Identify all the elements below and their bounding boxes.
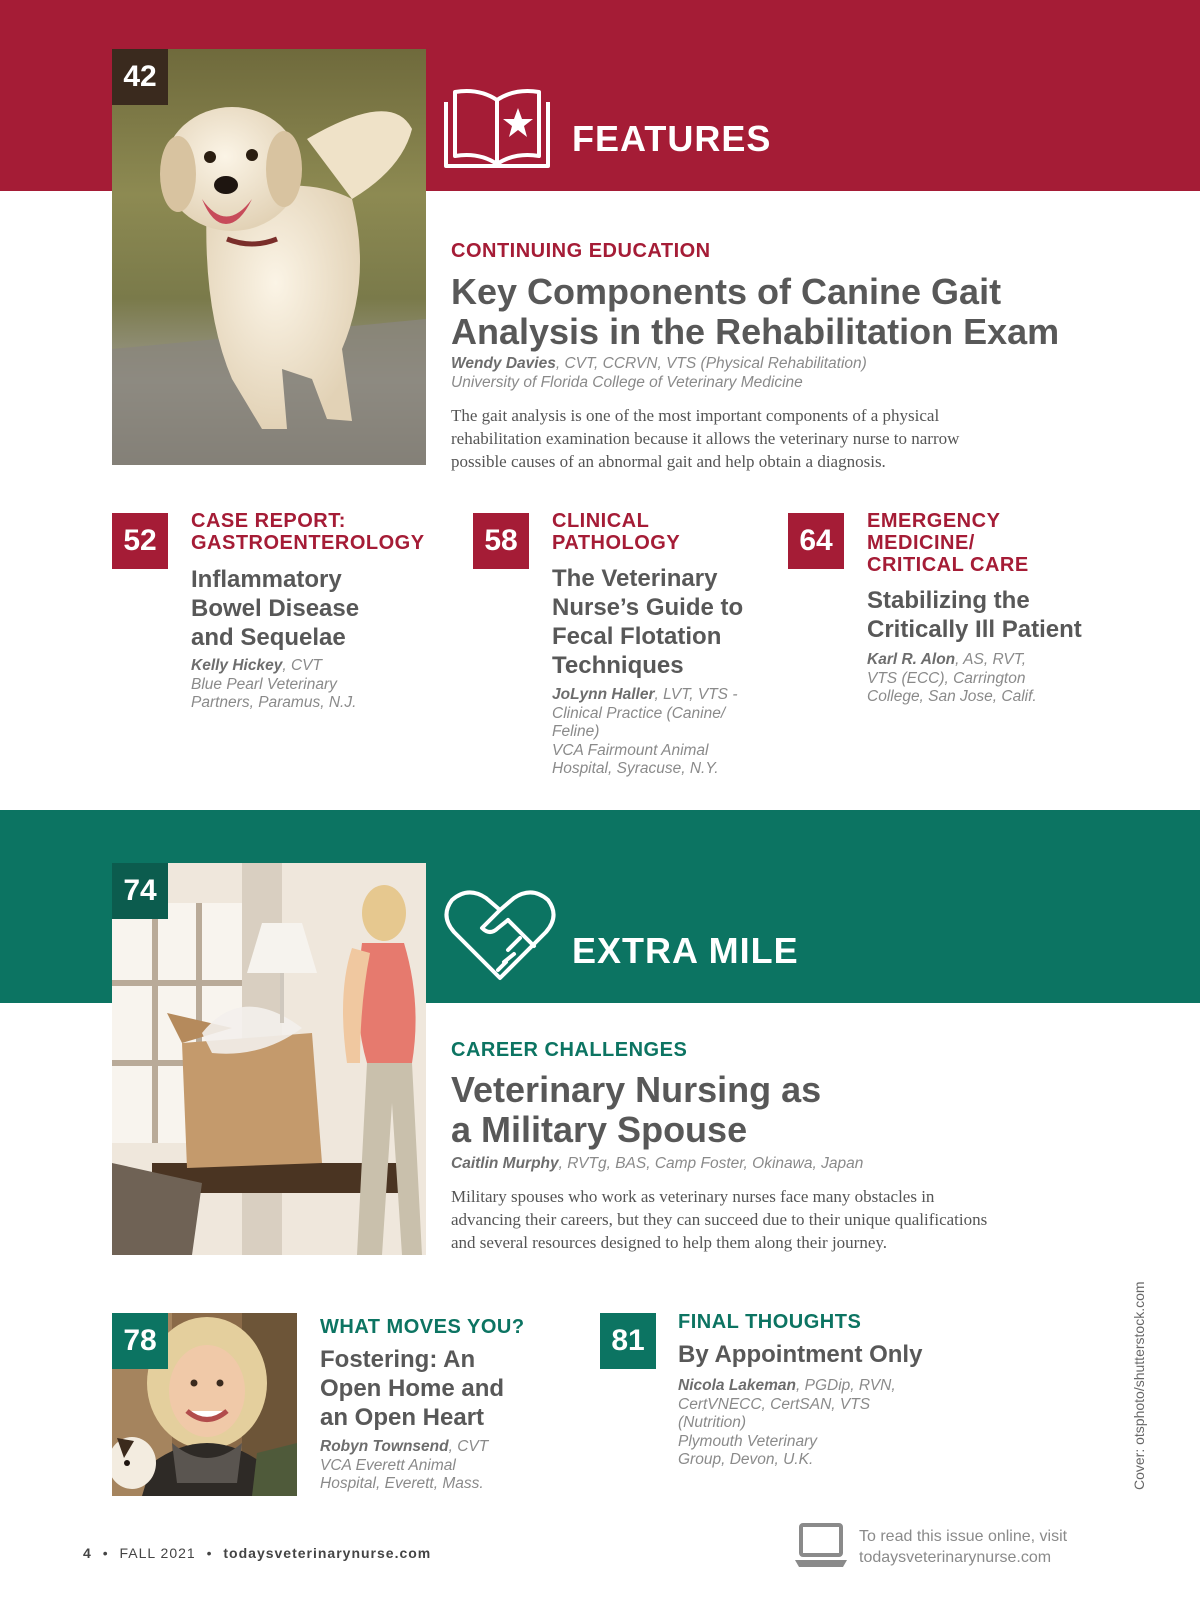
article-kicker: EMERGENCY MEDICINE/ CRITICAL CARE xyxy=(867,510,1029,576)
online-site-link[interactable]: todaysveterinarynurse.com xyxy=(859,1549,1052,1566)
laptop-icon xyxy=(793,1522,849,1570)
lead-byline xyxy=(451,355,1171,392)
section-title-extra-mile: EXTRA MILE xyxy=(572,930,799,971)
author-name: Karl R. Alon xyxy=(867,651,956,668)
author-name: Nicola Lakeman xyxy=(678,1377,797,1394)
page-number-badge[interactable]: 58 xyxy=(473,513,529,569)
article-kicker: FINAL THOUGHTS xyxy=(678,1311,862,1333)
open-book-star-icon xyxy=(443,84,551,169)
page-number-badge[interactable]: 74 xyxy=(112,863,168,919)
article-byline: Robyn Townsend, CVT VCA Everett Animal Hospital, Everett, Mass. xyxy=(320,1438,489,1492)
golden-retriever-walking-photo xyxy=(112,49,426,465)
page-number-badge[interactable]: 64 xyxy=(788,513,844,569)
article-headline[interactable]: The Veterinary Nurse’s Guide to Fecal Flotation Techniques xyxy=(552,565,744,679)
article-byline: JoLynn Haller, LVT, VTS - Clinical Practice (Canine/ Feline) VCA Fairmount Animal Hospital, Syracuse, N.Y. xyxy=(552,686,738,777)
article-kicker: WHAT MOVES YOU? xyxy=(320,1316,525,1338)
lead-byline: Caitlin Murphy, RVTg, BAS, Camp Foster, Okinawa, Japan xyxy=(451,1155,864,1172)
woman-unpacking-lamp-photo xyxy=(112,863,426,1255)
section-title-features: FEATURES xyxy=(572,118,772,159)
page-number-badge[interactable]: 52 xyxy=(112,513,168,569)
article-byline: Karl R. Alon, AS, RVT, VTS (ECC), Carrington College, San Jose, Calif. xyxy=(867,651,1037,705)
lead-headline[interactable] xyxy=(451,272,1171,352)
author-credentials: , CVT, CCRVN, VTS (Physical Rehabilitation) xyxy=(555,355,867,372)
footer-issue: FALL 2021 xyxy=(119,1545,196,1561)
lead-headline-line[interactable]: Key Components of Canine Gait xyxy=(451,271,1002,312)
page-number-badge[interactable]: 78 xyxy=(112,1313,168,1369)
lead-headline[interactable]: Veterinary Nursing as a Military Spouse xyxy=(451,1069,822,1150)
article-kicker: CASE REPORT: GASTROENTEROLOGY xyxy=(191,510,425,554)
lead-kicker: CAREER CHALLENGES xyxy=(451,1039,688,1061)
lead-description: The gait analysis is one of the most important components of a physical rehabilitation examination because it allows the veterinary nurse to narrow possible causes of an abnormal gait and help obtain a diagnosis. xyxy=(451,406,960,471)
cover-photo-credit: Cover: otsphoto/shutterstock.com xyxy=(1131,1281,1147,1490)
heart-handshake-icon xyxy=(442,888,558,984)
article-headline[interactable]: By Appointment Only xyxy=(678,1341,923,1368)
author-name: Kelly Hickey xyxy=(191,657,283,674)
author-name: Wendy Davies xyxy=(451,355,556,372)
article-byline: Kelly Hickey, CVT Blue Pearl Veterinary Partners, Paramus, N.J. xyxy=(191,657,357,711)
lead-headline-line[interactable]: Analysis in the Rehabilitation Exam xyxy=(451,311,1060,352)
footer-folio: 4 • FALL 2021 • todaysveterinarynurse.com xyxy=(83,1545,432,1561)
article-byline: Nicola Lakeman, PGDip, RVN, CertVNECC, CertSAN, VTS (Nutrition) Plymouth Veterinary Group, Devon, U.K. xyxy=(678,1377,896,1468)
article-kicker: CLINICAL PATHOLOGY xyxy=(552,510,681,554)
lead-kicker: CONTINUING EDUCATION xyxy=(451,240,711,262)
article-headline[interactable]: Stabilizing the Critically Ill Patient xyxy=(867,587,1082,643)
page-number-badge[interactable]: 81 xyxy=(600,1313,656,1369)
article-headline[interactable]: Inflammatory Bowel Disease and Sequelae xyxy=(191,566,360,651)
author-name: Robyn Townsend xyxy=(320,1438,449,1455)
author-affiliation: University of Florida College of Veterinary Medicine xyxy=(451,373,803,391)
online-reading-note: To read this issue online, visit todaysveterinarynurse.com xyxy=(859,1528,1068,1566)
footer-page-number: 4 xyxy=(83,1545,92,1561)
footer-site-link[interactable]: todaysveterinarynurse.com xyxy=(223,1545,432,1561)
author-name: JoLynn Haller xyxy=(552,686,655,703)
author-name: Caitlin Murphy xyxy=(451,1155,559,1172)
lead-description: Military spouses who work as veterinary nurses face many obstacles in advancing their careers, but they can succeed due to their unique qualifications and several resources designed to help them along their journey. xyxy=(451,1187,988,1252)
article-headline[interactable]: Fostering: An Open Home and an Open Heart xyxy=(320,1346,505,1431)
page-number-badge[interactable]: 42 xyxy=(112,49,168,105)
